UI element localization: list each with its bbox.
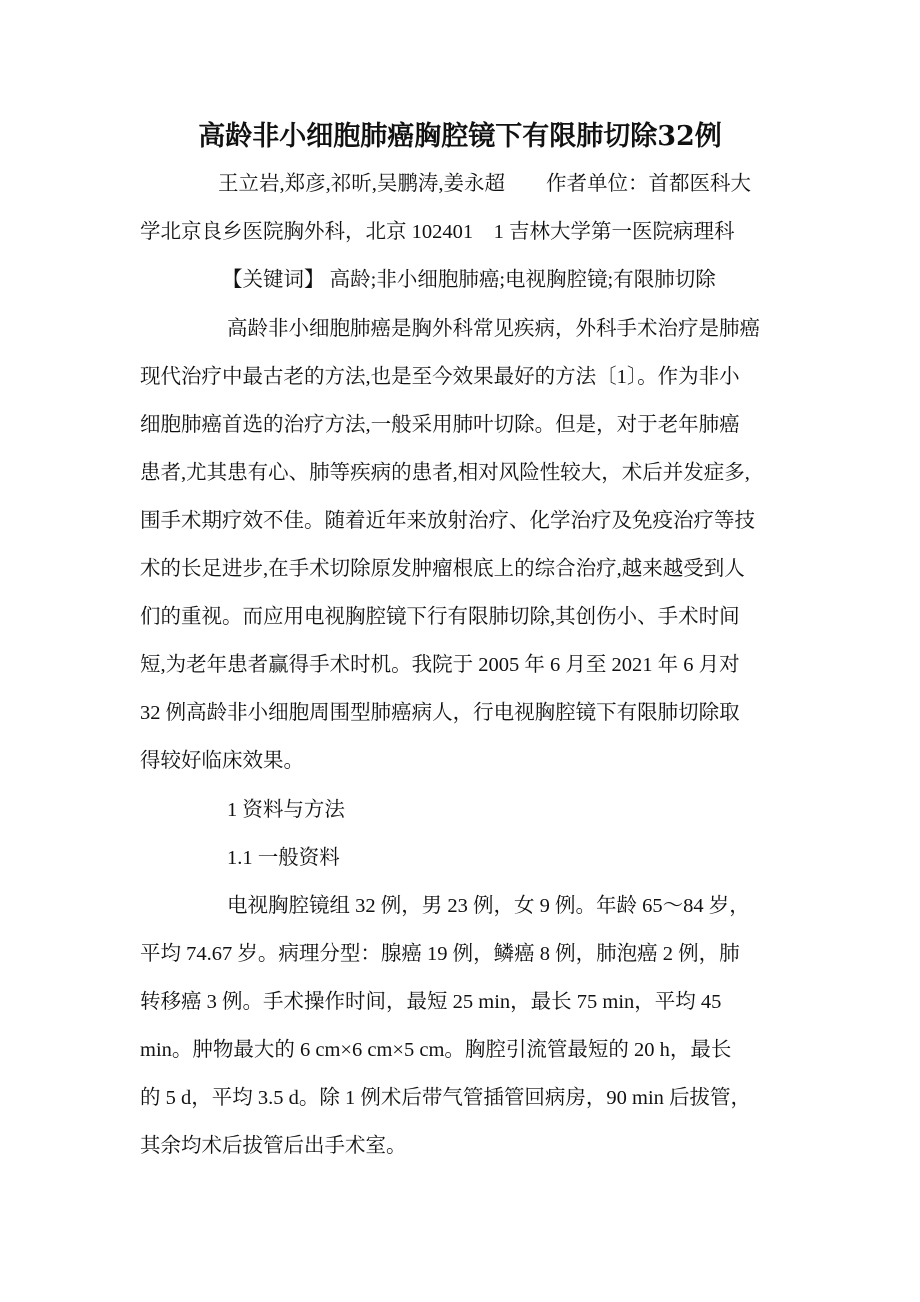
paragraph-line: 围手术期疗效不佳。随着近年来放射治疗、化学治疗及免疫治疗等技	[140, 510, 755, 532]
subsection-heading: 1.1 一般资料	[227, 847, 340, 869]
paragraph-line: 短,为老年患者赢得手术时机。我院于 2005 年 6 月至 2021 年 6 月对	[140, 654, 740, 676]
paragraph-line: 的 5 d，平均 3.5 d。除 1 例术后带气管插管回病房，90 min 后拔管，	[140, 1087, 752, 1109]
byline-line-1: 王立岩,郑彦,祁昕,吴鹏涛,姜永超 作者单位：首都医科大	[218, 173, 751, 195]
paragraph-line: 平均 74.67 岁。病理分型：腺癌 19 例，鳞癌 8 例，肺泡癌 2 例，肺	[140, 943, 740, 965]
paragraph-line: 高龄非小细胞肺癌是胸外科常见疾病，外科手术治疗是肺癌	[227, 318, 760, 340]
paragraph-line: 现代治疗中最古老的方法,也是至今效果最好的方法〔1〕。作为非小	[140, 366, 740, 388]
paragraph-line: 得较好临床效果。	[140, 750, 304, 772]
section-heading: 1 资料与方法	[227, 799, 345, 821]
keywords: 【关键词】 高龄;非小细胞肺癌;电视胸腔镜;有限肺切除	[222, 269, 716, 291]
paragraph-line: 患者,尤其患有心、肺等疾病的患者,相对风险性较大，术后并发症多,	[140, 462, 750, 484]
byline-line-2: 学北京良乡医院胸外科，北京 102401 1 吉林大学第一医院病理科	[140, 221, 735, 243]
paragraph-line: 电视胸腔镜组 32 例，男 23 例，女 9 例。年龄 65～84 岁，	[227, 895, 750, 917]
paragraph-line: 转移癌 3 例。手术操作时间，最短 25 min，最长 75 min，平均 45	[140, 991, 722, 1013]
document-title: 高龄非小细胞肺癌胸腔镜下有限肺切除32例	[198, 121, 722, 152]
paragraph-line: 其余均术后拔管后出手术室。	[140, 1135, 407, 1157]
paragraph-line: 32 例高龄非小细胞周围型肺癌病人，行电视胸腔镜下有限肺切除取	[140, 702, 740, 724]
paragraph-line: 细胞肺癌首选的治疗方法,一般采用肺叶切除。但是，对于老年肺癌	[140, 414, 740, 436]
paragraph-line: min。肿物最大的 6 cm×6 cm×5 cm。胸腔引流管最短的 20 h，最长	[140, 1039, 732, 1061]
paragraph-line: 们的重视。而应用电视胸腔镜下行有限肺切除,其创伤小、手术时间	[140, 606, 740, 628]
paragraph-line: 术的长足进步,在手术切除原发肿瘤根底上的综合治疗,越来越受到人	[140, 558, 745, 580]
